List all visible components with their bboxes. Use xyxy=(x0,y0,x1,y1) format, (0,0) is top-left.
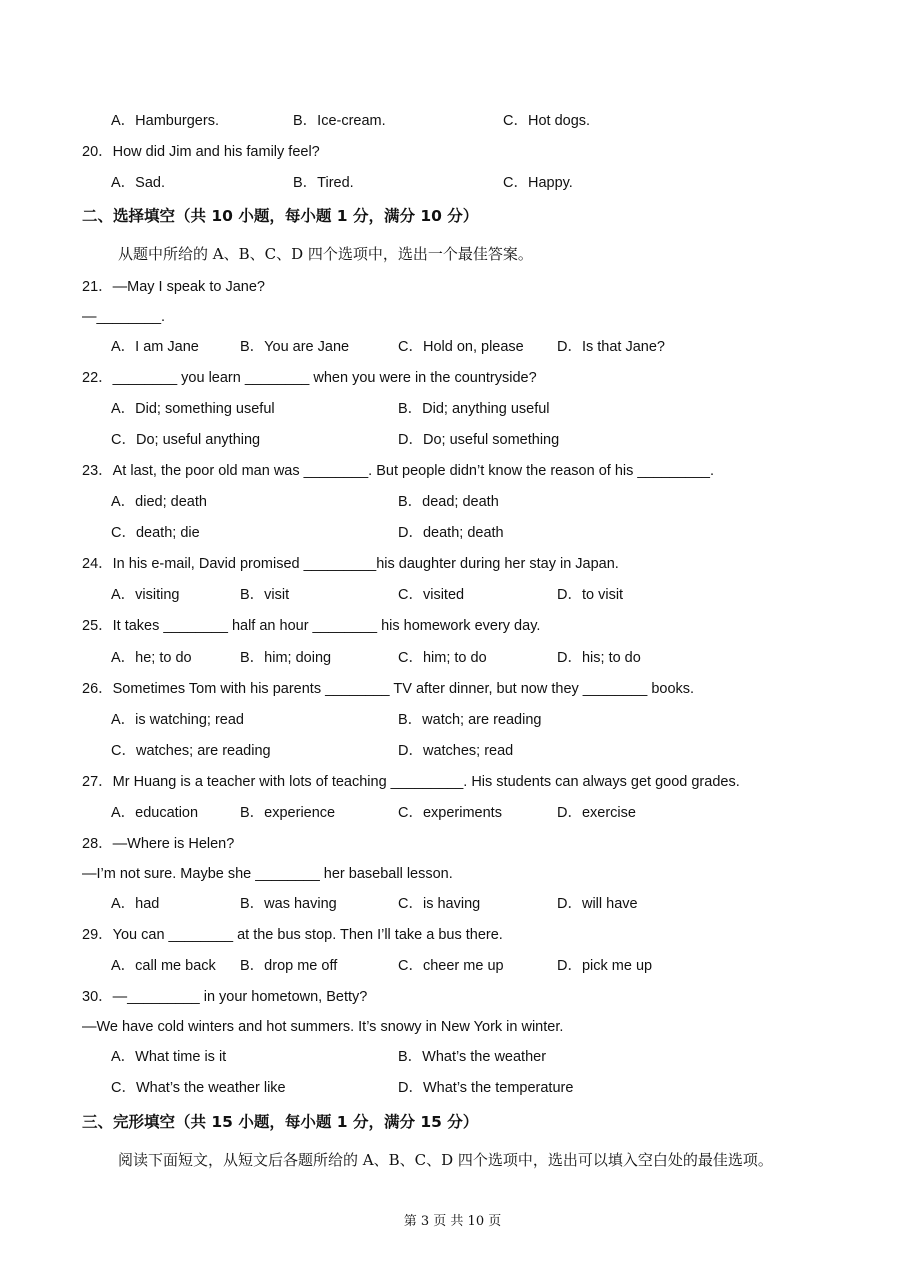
q22-option-a: A．Did; something useful xyxy=(111,401,275,417)
q20-option-b: B．Tired. xyxy=(293,175,354,191)
section2-intro: 从题中所给的 A、B、C、D 四个选项中，选出一个最佳答案。 xyxy=(118,245,533,263)
section3-intro: 阅读下面短文，从短文后各题所给的 A、B、C、D 四个选项中，选出可以填入空白处的最佳选项。 xyxy=(118,1151,773,1169)
q28-option-d: D．will have xyxy=(557,896,638,912)
q26-option-d: D．watches; read xyxy=(398,743,514,759)
q22-option-d: D．Do; useful something xyxy=(398,432,560,448)
q30-option-b: B．What’s the weather xyxy=(398,1049,547,1065)
q21-option-c: C．Hold on, please xyxy=(398,339,524,355)
q23-option-d: D．death; death xyxy=(398,525,504,541)
q19-option-b: B．Ice-cream. xyxy=(293,113,386,129)
q22-option-c: C．Do; useful anything xyxy=(111,432,261,448)
q26-stem: 26．Sometimes Tom with his parents ________ TV after dinner, but now they ________ books. xyxy=(82,681,695,697)
q23-option-c: C．death; die xyxy=(111,525,200,541)
q25-option-d: D．his; to do xyxy=(557,650,641,666)
q29-option-a: A．call me back xyxy=(111,958,216,974)
q23-option-b: B．dead; death xyxy=(398,494,499,510)
q29-stem: 29．You can ________ at the bus stop. Then I’ll take a bus there. xyxy=(82,927,503,943)
q21-stem: 21．—May I speak to Jane? xyxy=(82,279,265,295)
q30-stem: 30．—_________ in your hometown, Betty? xyxy=(82,989,368,1005)
q23-option-a: A．died; death xyxy=(111,494,207,510)
q21-response: —________. xyxy=(82,309,166,325)
q25-option-c: C．him; to do xyxy=(398,650,487,666)
q24-option-b: B．visit xyxy=(240,587,290,603)
q28-option-a: A．had xyxy=(111,896,160,912)
q20-option-a: A．Sad. xyxy=(111,175,165,191)
q24-option-c: C．visited xyxy=(398,587,465,603)
q21-option-a: A．I am Jane xyxy=(111,339,199,355)
page-footer: 第 3 页 共 10 页 xyxy=(403,1214,502,1229)
q24-stem: 24．In his e-mail, David promised _________his daughter during her stay in Japan. xyxy=(82,556,619,572)
q25-stem: 25．It takes ________ half an hour ________ his homework every day. xyxy=(82,618,541,634)
q19-option-a: A．Hamburgers. xyxy=(111,113,219,129)
q30-option-c: C．What’s the weather like xyxy=(111,1080,286,1096)
q21-option-b: B．You are Jane xyxy=(240,339,350,355)
q24-option-d: D．to visit xyxy=(557,587,624,603)
q27-option-a: A．education xyxy=(111,805,199,821)
section2-heading: 二、选择填空（共 10 小题，每小题 1 分，满分 10 分） xyxy=(82,207,479,225)
q26-option-b: B．watch; are reading xyxy=(398,712,542,728)
q27-option-d: D．exercise xyxy=(557,805,636,821)
q30-option-d: D．What’s the temperature xyxy=(398,1080,574,1096)
section3-heading: 三、完形填空（共 15 小题，每小题 1 分，满分 15 分） xyxy=(82,1113,479,1131)
q22-option-b: B．Did; anything useful xyxy=(398,401,550,417)
q28-option-c: C．is having xyxy=(398,896,481,912)
q29-option-b: B．drop me off xyxy=(240,958,338,974)
q28-option-b: B．was having xyxy=(240,896,337,912)
q20-option-c: C．Happy. xyxy=(503,175,573,191)
q27-option-c: C．experiments xyxy=(398,805,502,821)
q25-option-b: B．him; doing xyxy=(240,650,332,666)
q27-stem: 27．Mr Huang is a teacher with lots of teaching _________. His students can always get good grades. xyxy=(82,774,740,790)
q28-stem: 28．—Where is Helen? xyxy=(82,836,235,852)
q24-option-a: A．visiting xyxy=(111,587,180,603)
q29-option-d: D．pick me up xyxy=(557,958,653,974)
q30-option-a: A．What time is it xyxy=(111,1049,227,1065)
q20-stem: 20．How did Jim and his family feel? xyxy=(82,144,320,160)
q27-option-b: B．experience xyxy=(240,805,336,821)
q25-option-a: A．he; to do xyxy=(111,650,192,666)
q30-response: —We have cold winters and hot summers. It’s snowy in New York in winter. xyxy=(82,1019,564,1035)
q22-stem: 22．________ you learn ________ when you were in the countryside? xyxy=(82,370,537,386)
q28-response: —I’m not sure. Maybe she ________ her baseball lesson. xyxy=(82,866,453,882)
q26-option-a: A．is watching; read xyxy=(111,712,244,728)
q29-option-c: C．cheer me up xyxy=(398,958,504,974)
q23-stem: 23．At last, the poor old man was ________. But people didn’t know the reason of his _________. xyxy=(82,463,714,479)
q26-option-c: C．watches; are reading xyxy=(111,743,271,759)
q19-option-c: C．Hot dogs. xyxy=(503,113,591,129)
q21-option-d: D．Is that Jane? xyxy=(557,339,665,355)
